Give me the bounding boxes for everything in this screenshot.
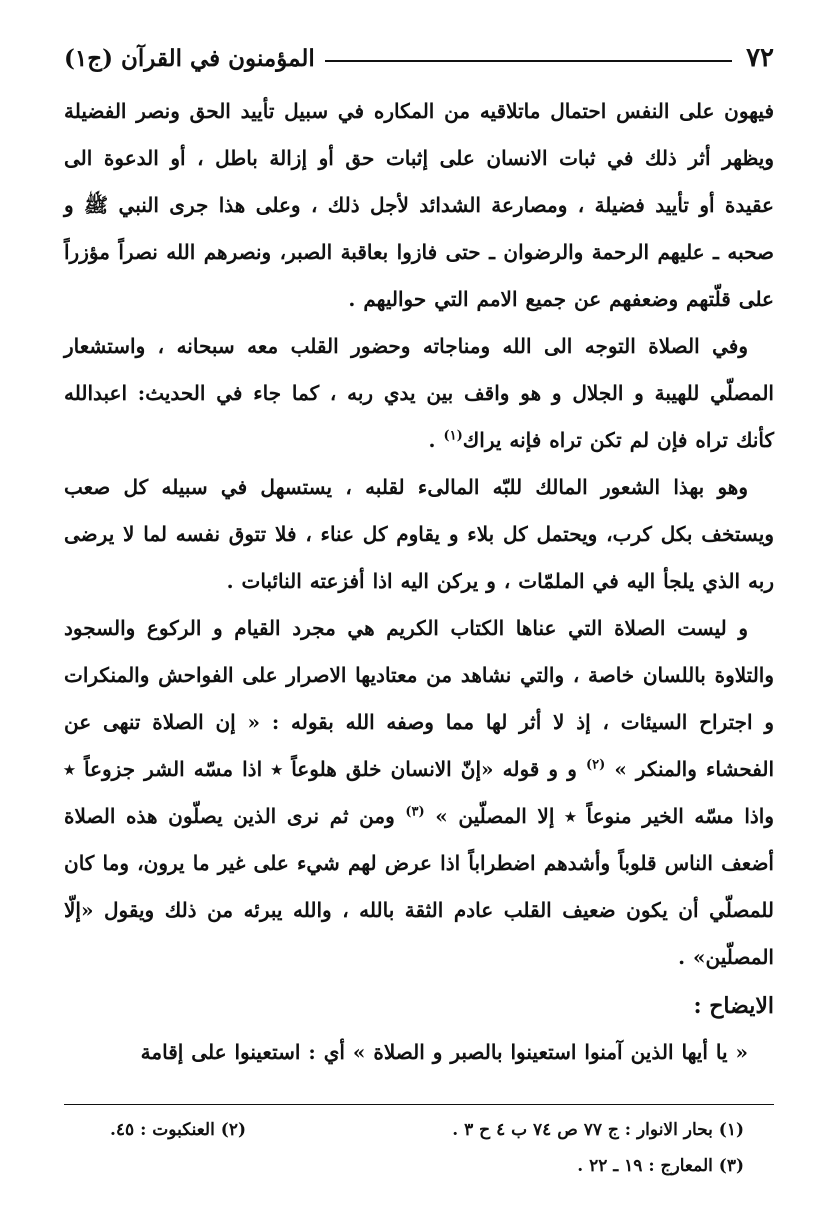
- paragraph-3: وهو بهذا الشعور المالك للبّه المالىء لقلبه ، يستسهل في سبيله كل صعب ويستخف بكل كرب، ويحتمل كل بلاء و يقاوم كل عناء ، فلا تتوق نفسه لما لا يرضى ربه الذي يلجأ اليه في الملمّات ، و يركن اليه اذا أفزعته النائبات .: [64, 475, 774, 593]
- paragraph-4-text: و ليست الصلاة التي عناها الكتاب الكريم هي مجرد القيام و الركوع والسجود والتلاوة باللسان خاصة ، والتي نشاهد من معتاديها الاصرار على الفواحش والمنكرات و اجتراح السيئات ، إذ لا أثر لها مما وصفه الله بقوله : « إن الصلاة تنهى عن الفحشاء والمنكر »: [64, 616, 775, 781]
- page-header: [64, 36, 774, 80]
- paragraph-1: فيهون على النفس احتمال ماتلاقيه من المكاره في سبيل تأييد الحق ونصر الفضيلة ويظهر أثر ذلك في ثبات الانسان على إثبات حق أو إزالة باطل ، أو الدعوة الى عقيدة أو تأييد فضيلة ، ومصارعة الشدائد لأجل ذلك ، وعلى هذا جرى النبي ﷺ و صحبه ـ عليهم الرحمة والرضوان ـ حتى فازوا بعاقبة الصبر، ونصرهم الله نصراً مؤزراً على قلّتهم وضعفهم عن جميع الامم التي حواليهم .: [64, 99, 774, 311]
- footnote-ref-2: (٢): [585, 757, 606, 773]
- footnote-row-1: [110, 1112, 744, 1148]
- footnote-1: (١) بحار الانوار : ج ٧٧ ص ٧٤ ب ٤ ح ٣ .: [452, 1120, 744, 1140]
- explanation-paragraph: « يا أيها الذين آمنوا استعينوا بالصبر و الصلاة » أي : استعينوا على إقامة: [140, 1040, 748, 1064]
- section-heading: الايضاح :: [693, 993, 774, 1019]
- running-title: المؤمنون في القرآن (ج١): [64, 44, 315, 72]
- footnote-row-2: [110, 1148, 744, 1184]
- header-rule: [325, 60, 732, 62]
- page-number: ٧٢: [746, 43, 774, 73]
- paragraph-4-continuation: ومن ثم نرى الذين يصلّون هذه الصلاة أضعف الناس قلوباً وأشدهم اضطراباً اذا عرض لهم شيء على غير ما يرون، وما كان للمصلّي أن يكون ضعيف القلب عادم الثقة بالله ، والله يبرئه من ذلك ويقول «إلّا المصلّين» .: [64, 804, 774, 969]
- page-body: [64, 88, 774, 1076]
- footnote-ref-1: (١): [443, 428, 463, 444]
- paragraph-2-text: وفي الصلاة التوجه الى الله ومناجاته وحضور القلب معه سبحانه ، واستشعار المصلّي للهيبة و الجلال و هو واقف بين يدي ربه ، كما جاء في الحديث: اعبدالله كأنك تراه فإن لم تكن تراه فإنه يراك: [64, 334, 774, 452]
- paragraph-4-connector: و: [567, 757, 586, 781]
- paragraph-4: [64, 605, 774, 981]
- footnote-ref-3: (٣): [405, 804, 425, 820]
- paragraph-4-verse: و قوله «إنّ الانسان خلق هلوعاً ٭ اذا مسّه الشر جزوعاً ٭ واذا مسّه الخير منوعاً ٭ إلا المصلّين »: [64, 757, 774, 828]
- footnotes: [110, 1112, 744, 1184]
- paragraph-2-end: .: [428, 428, 444, 452]
- footnote-rule: [64, 1104, 774, 1105]
- footnote-3: (٣) المعارج : ١٩ ـ ٢٢ .: [577, 1156, 744, 1176]
- paragraph-2: [64, 323, 774, 464]
- footnote-2: (٢) العنكبوت : ٤٥.: [110, 1120, 246, 1140]
